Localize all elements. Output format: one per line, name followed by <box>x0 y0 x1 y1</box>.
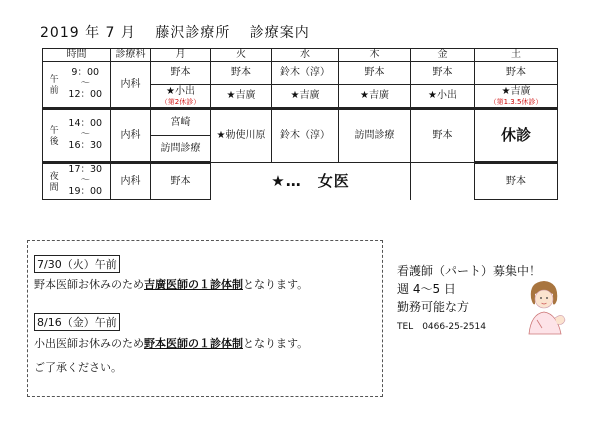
mon-note: （第2休診） <box>160 97 201 106</box>
header-row <box>43 49 558 62</box>
recruit-condition: 勤務可能な方 <box>397 300 470 314</box>
schedule-table <box>42 48 558 200</box>
header-tue: 火 <box>211 49 272 62</box>
evening-period: 夜間 <box>43 163 61 200</box>
header-dept: 診療科 <box>111 49 151 62</box>
afternoon-tue: ★勅使川原 <box>211 109 272 163</box>
morning-mon-2: ★小出 （第2休診） <box>151 85 211 109</box>
recruit-tel: TEL 0466-25-2514 <box>397 322 486 332</box>
evening-time: 17：30 ～ 19：00 <box>61 163 111 200</box>
morning-dept: 内科 <box>111 62 151 109</box>
afternoon-time: 14：00 ～ 16：30 <box>61 109 111 163</box>
morning-fri-2: ★小出 <box>411 85 475 109</box>
evening-thu <box>411 163 475 200</box>
recruit-headline: 看護師（パート）募集中！ <box>397 264 542 278</box>
evening-fri: 野本 <box>475 163 558 200</box>
notice-1-text: 野本医師お休みのため吉廣医師の１診体制となります。 <box>34 278 309 291</box>
page-title <box>40 22 310 42</box>
header-thu: 木 <box>339 49 411 62</box>
notice-box <box>27 240 383 397</box>
evening-row <box>43 163 558 200</box>
sat-note: （第1.3.5休診） <box>489 97 543 106</box>
recruit-days: 週 4～5 日 <box>397 282 456 296</box>
afternoon-wed: 鈴木（淳） <box>272 109 339 163</box>
morning-mon-1: 野本 <box>151 62 211 85</box>
header-time: 時間 <box>43 49 111 62</box>
morning-period: 午前 <box>43 62 61 109</box>
morning-thu-2: ★吉廣 <box>339 85 411 109</box>
header-sat: 土 <box>475 49 558 62</box>
title-guide: 診療案内 <box>249 25 310 41</box>
header-wed: 水 <box>272 49 339 62</box>
afternoon-mon-2: 訪問診療 <box>151 136 211 163</box>
afternoon-fri: 野本 <box>411 109 475 163</box>
notice-2-date: 8/16（金）午前 <box>34 313 120 331</box>
morning-sat-1: 野本 <box>475 62 558 85</box>
notice-closing: ご了承ください。 <box>34 361 122 374</box>
afternoon-row-1 <box>43 109 558 136</box>
morning-tue-2: ★吉廣 <box>211 85 272 109</box>
afternoon-mon-1: 宮崎 <box>151 109 211 136</box>
nurse-illustration-icon <box>519 276 569 336</box>
afternoon-period: 午後 <box>43 109 61 163</box>
afternoon-dept: 内科 <box>111 109 151 163</box>
evening-dept: 内科 <box>111 163 151 200</box>
header-fri: 金 <box>411 49 475 62</box>
morning-time: 9：00 ～ 12：00 <box>61 62 111 109</box>
morning-wed-2: ★吉廣 <box>272 85 339 109</box>
notice-1-date: 7/30（火）午前 <box>34 255 120 273</box>
morning-sat-2: ★吉廣 （第1.3.5休診） <box>475 85 558 109</box>
morning-tue-1: 野本 <box>211 62 272 85</box>
title-year-month: 2019 年 7 月 <box>40 25 136 41</box>
notice-2-text: 小出医師お休みのため野本医師の１診体制となります。 <box>34 337 309 350</box>
morning-wed-1: 鈴木（淳） <box>272 62 339 85</box>
afternoon-thu: 訪問診療 <box>339 109 411 163</box>
title-clinic: 藤沢診療所 <box>155 25 231 41</box>
female-doctor-legend: ★… 女医 <box>211 163 411 200</box>
afternoon-sat: 休診 <box>475 109 558 163</box>
evening-mon: 野本 <box>151 163 211 200</box>
morning-fri-1: 野本 <box>411 62 475 85</box>
header-mon: 月 <box>151 49 211 62</box>
morning-row-1 <box>43 62 558 85</box>
morning-thu-1: 野本 <box>339 62 411 85</box>
